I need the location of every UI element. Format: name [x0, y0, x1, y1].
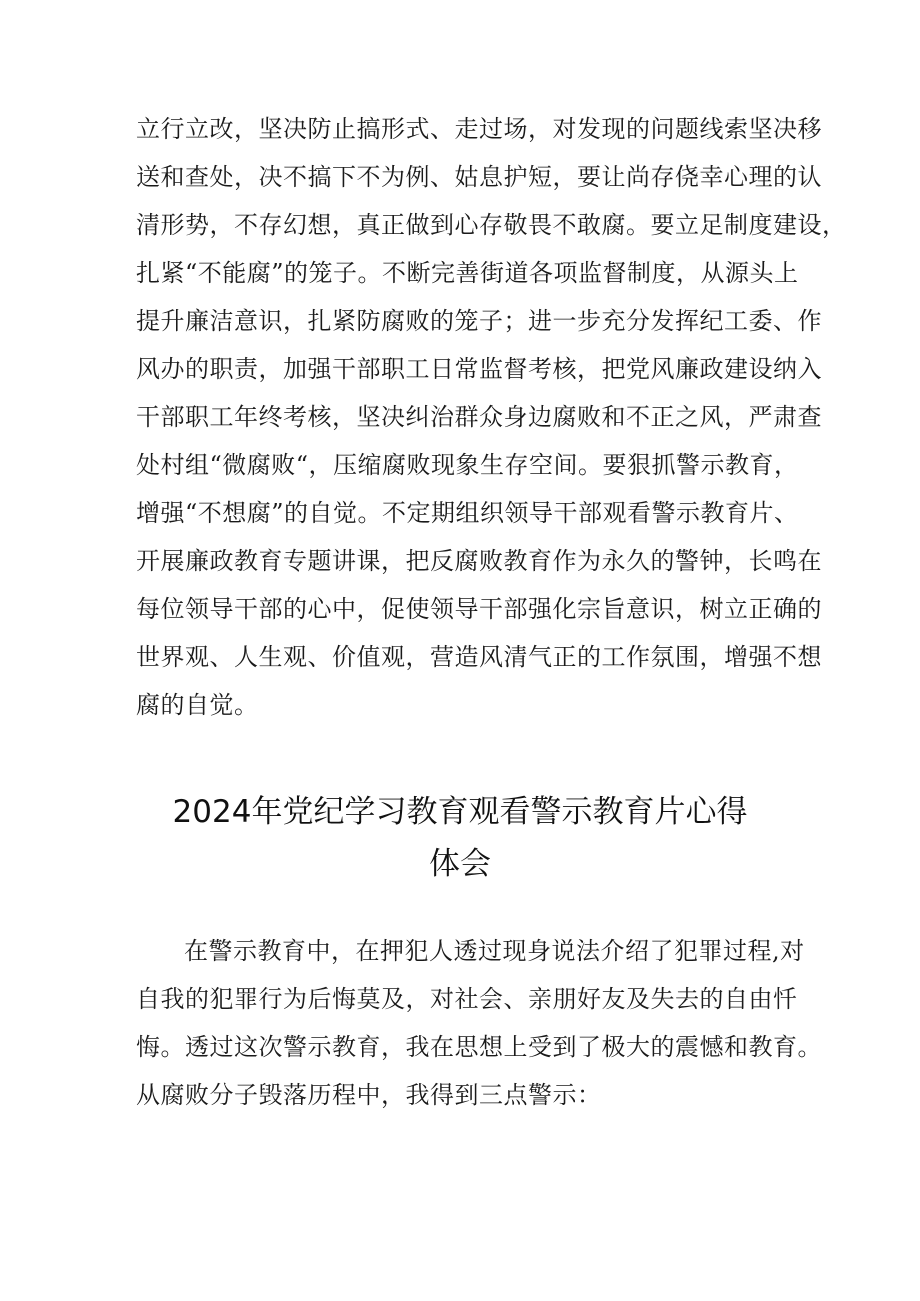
- paragraph-line: 自我的犯罪行为后悔莫及，对社会、亲朋好友及失去的自由忏: [136, 985, 798, 1013]
- paragraph-line: 处村组“微腐败“，压缩腐败现象生存空间。要狠抓警示教育，: [136, 451, 799, 479]
- paragraph-line: 悔。透过这次警示教育，我在思想上受到了极大的震憾和教育。: [136, 1033, 822, 1061]
- paragraph-line: 提升廉洁意识，扎紧防腐败的笼子；进一步充分发挥纪工委、作: [136, 307, 822, 335]
- paragraph-line: 风办的职责，加强干部职工日常监督考核，把党风廉政建设纳入: [136, 355, 822, 383]
- paragraph-line: 增强“不想腐”的自觉。不定期组织领导干部观看警示教育片、: [136, 499, 799, 527]
- paragraph-line: 干部职工年终考核，坚决纠治群众身边腐败和不正之风，严肃查: [136, 403, 822, 431]
- paragraph-line: 开展廉政教育专题讲课，把反腐败教育作为永久的警钟，长鸣在: [136, 547, 822, 575]
- paragraph-line: 清形势，不存幻想，真正做到心存敬畏不敢腐。要立足制度建设，: [136, 211, 847, 239]
- document-title-line-2: 体会: [429, 846, 491, 882]
- paragraph-line: 每位领导干部的心中，促使领导干部强化宗旨意识，树立正确的: [136, 595, 822, 623]
- paragraph-line: 世界观、人生观、价值观，营造风清气正的工作氛围，增强不想: [136, 643, 822, 671]
- paragraph-line-indented: 在警示教育中，在押犯人透过现身说法介绍了犯罪过程,对: [184, 937, 805, 965]
- document-title-line-1: 2024年党纪学习教育观看警示教育片心得: [172, 794, 748, 830]
- paragraph-line: 扎紧“不能腐”的笼子。不断完善街道各项监督制度，从源头上: [136, 259, 799, 287]
- paragraph-line: 立行立改，坚决防止搞形式、走过场，对发现的问题线索坚决移: [136, 115, 822, 143]
- paragraph-line: 送和查处，决不搞下不为例、姑息护短，要让尚存侥幸心理的认: [136, 163, 822, 191]
- paragraph-line: 从腐败分子毁落历程中，我得到三点警示：: [136, 1081, 602, 1109]
- paragraph-line: 腐的自觉。: [136, 691, 259, 719]
